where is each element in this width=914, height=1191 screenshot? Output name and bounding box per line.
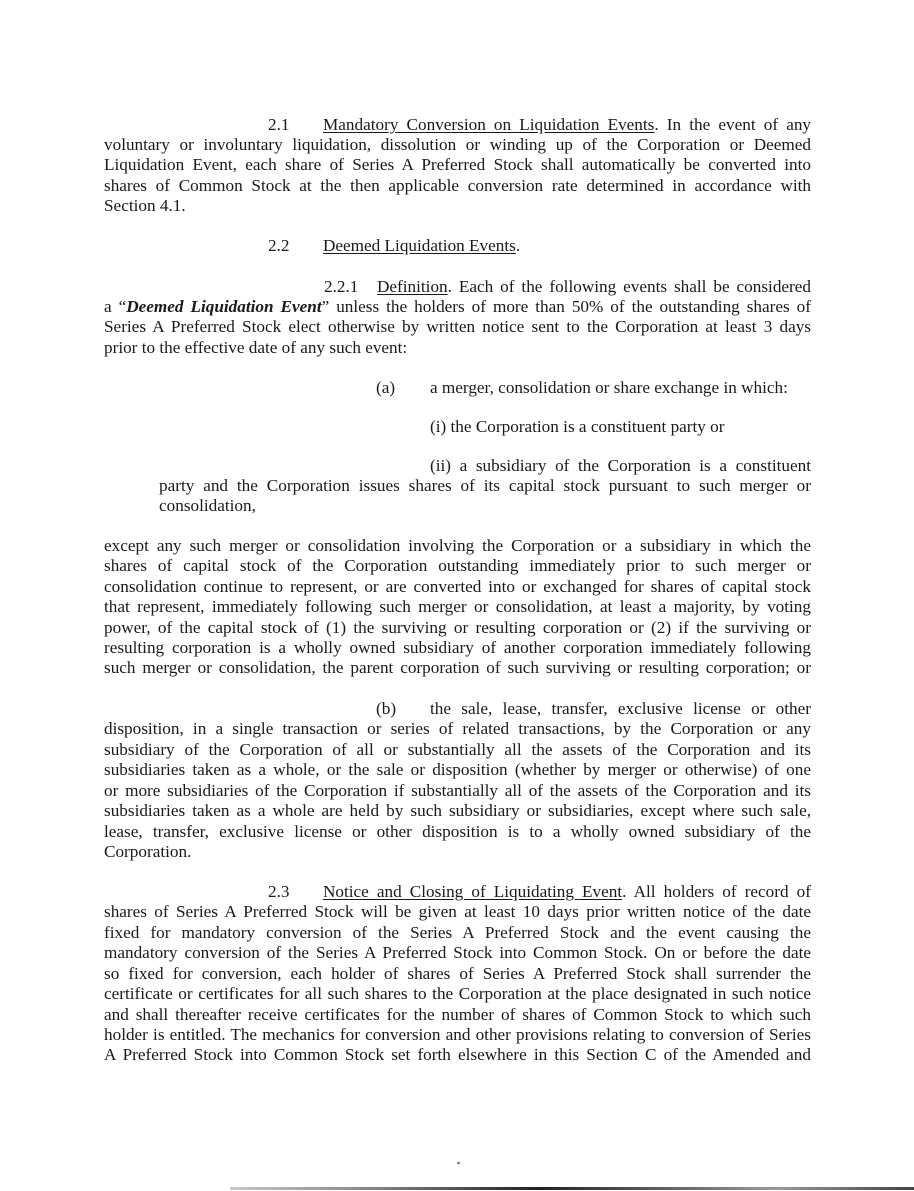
scan-speck xyxy=(457,1161,461,1164)
except-clause-line: power, of the capital stock of (1) the surviving or resulting corporation or (2) if the surviving or xyxy=(104,618,811,637)
section-2-2-heading: Deemed Liquidation Events xyxy=(323,236,516,255)
section-2-3-line: and shall thereafter receive certificates for the number of shares of Common Stock to which such xyxy=(104,1005,811,1024)
section-2-3-first-line xyxy=(323,882,811,902)
section-2-1-heading-tail: . In the event of any xyxy=(654,115,812,134)
section-2-2-1-heading-tail: . Each of the following events shall be considered xyxy=(447,277,811,296)
section-2-2-number: 2.2 xyxy=(268,236,290,255)
item-b-line: subsidiary of the Corporation of all or substantially all the assets of the Corporation and its xyxy=(104,740,811,759)
section-2-1-number: 2.1 xyxy=(268,115,290,134)
item-a-sub-ii-line: party and the Corporation issues shares of its capital stock pursuant to such merger or xyxy=(159,476,811,495)
except-clause-line: shares of capital stock of the Corporation outstanding immediately prior to such merger or xyxy=(104,556,811,575)
item-b-line: Corporation. xyxy=(104,842,192,861)
item-a-sub-ii-line: consolidation, xyxy=(159,496,256,515)
section-2-3-heading: Notice and Closing of Liquidating Event xyxy=(323,882,623,901)
section-2-3-line: fixed for mandatory conversion of the Series A Preferred Stock and the event causing the xyxy=(104,923,811,942)
section-2-1-line: voluntary or involuntary liquidation, dissolution or winding up of the Corporation or Deemed xyxy=(104,135,811,154)
section-2-2-1-line: prior to the effective date of any such event: xyxy=(104,338,408,357)
except-clause-line: resulting corporation is a wholly owned subsidiary of another corporation immediately following xyxy=(104,638,811,657)
except-clause-line: except any such merger or consolidation involving the Corporation or a subsidiary in which the xyxy=(104,536,811,555)
section-2-1-line: shares of Common Stock at the then applicable conversion rate determined in accordance with xyxy=(104,176,811,195)
section-2-2-title xyxy=(323,236,520,256)
section-2-1-line: Liquidation Event, each share of Series A Preferred Stock shall automatically be converted into xyxy=(104,155,811,174)
except-clause-line: such merger or consolidation, the parent corporation of such surviving or resulting corporation; or xyxy=(104,658,811,677)
section-2-2-1-number: 2.2.1 xyxy=(324,277,359,296)
except-clause-line: that represent, immediately following such merger or consolidation, at least a majority, by voting xyxy=(104,597,811,616)
item-b-label: (b) xyxy=(376,699,397,718)
section-2-2-1-line xyxy=(104,297,811,317)
item-b-line: subsidiaries taken as a whole, or the sale or disposition (whether by merger or otherwise) of one xyxy=(104,760,811,779)
section-2-3-line: holder is entitled. The mechanics for conversion and other provisions relating to conversion of Series xyxy=(104,1025,811,1044)
item-a-text: a merger, consolidation or share exchange in which: xyxy=(430,378,788,397)
section-2-3-line: mandatory conversion of the Series A Preferred Stock into Common Stock. On or before the date xyxy=(104,943,811,962)
section-2-1-heading: Mandatory Conversion on Liquidation Events xyxy=(323,115,655,134)
section-2-2-1-line2-rest: ” unless the holders of more than 50% of the outstanding shares of xyxy=(321,297,811,316)
section-2-3-number: 2.3 xyxy=(268,882,290,901)
section-2-3-heading-tail: . All holders of record of xyxy=(622,882,811,901)
section-2-2-heading-end: . xyxy=(515,236,521,255)
item-a-sub-ii-first: (ii) a subsidiary of the Corporation is a constituent xyxy=(430,456,811,475)
item-b-line: or more subsidiaries of the Corporation if substantially all of the assets of the Corporation and its xyxy=(104,781,811,800)
item-b-line: disposition, in a single transaction or series of related transactions, by the Corporation or any xyxy=(104,719,811,738)
section-2-1-first-line xyxy=(323,115,811,135)
section-2-2-1-heading: Definition xyxy=(377,277,448,296)
quote-open: a “ xyxy=(104,297,127,316)
item-a-sub-i: (i) the Corporation is a constituent party or xyxy=(430,417,725,436)
section-2-3-line: A Preferred Stock into Common Stock set forth elsewhere in this Section C of the Amended and xyxy=(104,1045,811,1064)
section-2-2-1-line: Series A Preferred Stock elect otherwise by written notice sent to the Corporation at least 3 days xyxy=(104,317,811,336)
section-2-3-line: certificate or certificates for all such shares to the Corporation at the place designated in such notice xyxy=(104,984,811,1003)
defined-term: Deemed Liquidation Event xyxy=(126,297,322,316)
section-2-3-line: so fixed for conversion, each holder of shares of Series A Preferred Stock shall surrender the xyxy=(104,964,811,983)
section-2-3-line: shares of Series A Preferred Stock will be given at least 10 days prior written notice of the date xyxy=(104,902,811,921)
item-a-label: (a) xyxy=(376,378,396,397)
scan-edge-line xyxy=(230,1187,914,1190)
section-2-1-line: Section 4.1. xyxy=(104,196,186,215)
item-b-line: lease, transfer, exclusive license or other disposition is to a wholly owned subsidiary of the xyxy=(104,822,811,841)
except-clause-line: consolidation continue to represent, or are converted into or exchanged for shares of capital stock xyxy=(104,577,811,596)
item-b-first-line: the sale, lease, transfer, exclusive license or other xyxy=(430,699,811,718)
item-b-line: subsidiaries taken as a whole are held by such subsidiary or subsidiaries, except where such sale, xyxy=(104,801,811,820)
section-2-2-1-first-line xyxy=(377,277,811,297)
